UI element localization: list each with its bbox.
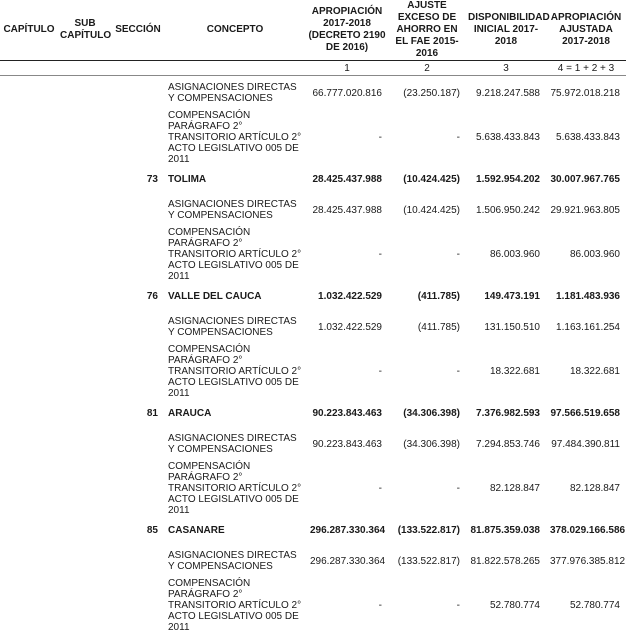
value-apropiacion: 90.223.843.463	[312, 438, 382, 450]
empty	[0, 544, 58, 578]
value-disponibilidad: 7.376.982.593	[476, 407, 540, 419]
section-row	[0, 165, 626, 193]
table-row	[0, 344, 626, 399]
empty	[58, 282, 112, 310]
value-ajuste: (411.785)	[417, 290, 460, 302]
value-ajustada: 18.322.681	[569, 366, 620, 377]
value-apropiacion: -	[378, 600, 382, 611]
section-code	[112, 310, 164, 344]
header-seccion: SECCIÓN	[115, 24, 161, 35]
value-ajustada: 1.163.161.254	[556, 321, 620, 333]
concept-cell: COMPENSACIÓN PARÁGRAFO 2° TRANSITORIO ARTÍCULO 2° ACTO LEGISLATIVO 005 DE 2011	[168, 344, 302, 399]
value-ajustada: 29.921.963.805	[550, 204, 620, 216]
value-disponibilidad: 86.003.960	[489, 249, 540, 260]
empty	[58, 193, 112, 227]
value-ajuste: -	[456, 600, 460, 611]
value-ajuste: -	[456, 132, 460, 143]
section-code	[112, 227, 164, 282]
value-apropiacion: 66.777.020.816	[312, 87, 382, 99]
section-row	[0, 516, 626, 544]
column-number: 4 = 1 + 2 + 3	[546, 61, 626, 76]
empty	[58, 344, 112, 399]
concept-cell: ASIGNACIONES DIRECTAS Y COMPENSACIONES	[168, 433, 297, 455]
header-concepto: CONCEPTO	[206, 24, 264, 35]
concept-cell: COMPENSACIÓN PARÁGRAFO 2° TRANSITORIO ARTÍCULO 2° ACTO LEGISLATIVO 005 DE 2011	[168, 110, 302, 165]
empty	[58, 544, 112, 578]
empty	[58, 427, 112, 461]
table-row	[0, 578, 626, 633]
value-ajuste: (23.250.187)	[403, 87, 460, 99]
value-ajuste: (10.424.425)	[403, 204, 460, 216]
value-disponibilidad: 1.592.954.202	[476, 173, 540, 185]
empty	[58, 516, 112, 544]
empty	[0, 344, 58, 399]
value-apropiacion: 28.425.437.988	[312, 173, 382, 185]
section-code: 81	[146, 407, 158, 419]
header-apropiacion: APROPIACIÓN 2017-2018 (DECRETO 2190 DE 2016)	[308, 6, 386, 53]
value-disponibilidad: 81.875.359.038	[470, 524, 540, 536]
section-row	[0, 282, 626, 310]
empty	[58, 165, 112, 193]
column-number: 3	[466, 61, 546, 76]
concept-cell: ASIGNACIONES DIRECTAS Y COMPENSACIONES	[168, 316, 297, 338]
column-number-row	[0, 61, 626, 76]
empty	[0, 461, 58, 516]
header-sub-capitulo: SUB CAPÍTULO	[60, 18, 112, 41]
header-capitulo: CAPÍTULO	[3, 24, 55, 35]
value-ajustada: 97.484.390.811	[551, 438, 620, 450]
empty	[58, 578, 112, 633]
empty	[58, 399, 112, 427]
concept-cell: COMPENSACIÓN PARÁGRAFO 2° TRANSITORIO ARTÍCULO 2° ACTO LEGISLATIVO 005 DE 2011	[168, 578, 302, 633]
table-row	[0, 193, 626, 227]
concept-cell: ASIGNACIONES DIRECTAS Y COMPENSACIONES	[168, 82, 297, 104]
value-ajustada: 86.003.960	[569, 249, 620, 260]
table-row	[0, 461, 626, 516]
value-ajuste: (133.522.817)	[397, 555, 460, 567]
section-code	[112, 544, 164, 578]
table-row	[0, 227, 626, 282]
section-code	[112, 461, 164, 516]
empty	[0, 165, 58, 193]
concept-cell: ASIGNACIONES DIRECTAS Y COMPENSACIONES	[168, 199, 297, 221]
empty	[58, 110, 112, 165]
empty	[58, 310, 112, 344]
value-ajuste: (34.306.398)	[403, 438, 460, 450]
value-disponibilidad: 1.506.950.242	[476, 204, 540, 216]
concept-cell: CASANARE	[168, 524, 225, 536]
empty	[0, 578, 58, 633]
table-row	[0, 76, 626, 111]
table-row	[0, 310, 626, 344]
value-disponibilidad: 9.218.247.588	[476, 87, 540, 99]
value-ajustada: 82.128.847	[569, 483, 620, 494]
value-ajuste: (10.424.425)	[403, 173, 460, 185]
value-ajuste: (34.306.398)	[403, 407, 460, 419]
empty	[0, 282, 58, 310]
concept-cell: VALLE DEL CAUCA	[168, 290, 262, 302]
table-row	[0, 544, 626, 578]
concept-cell: TOLIMA	[168, 173, 207, 185]
value-disponibilidad: 52.780.774	[489, 600, 540, 611]
section-code: 73	[146, 173, 158, 185]
value-ajuste: (411.785)	[417, 321, 460, 333]
value-ajustada: 75.972.018.218	[550, 87, 620, 99]
empty	[58, 461, 112, 516]
value-ajuste: (133.522.817)	[397, 524, 460, 536]
concept-cell: ARAUCA	[168, 407, 212, 419]
empty	[0, 310, 58, 344]
value-ajustada: 52.780.774	[569, 600, 620, 611]
value-disponibilidad: 149.473.191	[484, 290, 540, 302]
value-ajuste: -	[456, 483, 460, 494]
value-apropiacion: 90.223.843.463	[312, 407, 382, 419]
section-code	[112, 110, 164, 165]
empty	[0, 76, 58, 111]
header-ajustada: APROPIACIÓN AJUSTADA 2017-2018	[550, 12, 622, 47]
section-code	[112, 578, 164, 633]
section-code	[112, 344, 164, 399]
value-apropiacion: 296.287.330.364	[310, 524, 386, 536]
value-apropiacion: -	[378, 366, 382, 377]
empty	[58, 76, 112, 111]
value-ajustada: 5.638.433.843	[556, 132, 620, 143]
value-ajustada: 378.029.166.586	[550, 524, 626, 536]
value-ajustada: 30.007.967.765	[550, 173, 620, 185]
empty	[0, 399, 58, 427]
value-ajustada: 377.976.385.812	[550, 555, 626, 567]
section-code	[112, 193, 164, 227]
empty	[0, 110, 58, 165]
concept-cell: COMPENSACIÓN PARÁGRAFO 2° TRANSITORIO ARTÍCULO 2° ACTO LEGISLATIVO 005 DE 2011	[168, 227, 302, 282]
value-disponibilidad: 5.638.433.843	[476, 132, 540, 143]
empty	[0, 516, 58, 544]
value-ajuste: -	[456, 249, 460, 260]
empty	[58, 227, 112, 282]
value-disponibilidad: 7.294.853.746	[476, 438, 540, 450]
value-disponibilidad: 81.822.578.265	[470, 555, 540, 567]
empty	[0, 427, 58, 461]
value-ajuste: -	[456, 366, 460, 377]
header-disponibilidad: DISPONIBILIDAD INICIAL 2017-2018	[468, 12, 550, 47]
value-apropiacion: -	[378, 249, 382, 260]
column-number: 2	[388, 61, 466, 76]
value-disponibilidad: 82.128.847	[489, 483, 540, 494]
value-ajustada: 1.181.483.936	[556, 290, 620, 302]
value-apropiacion: 28.425.437.988	[312, 204, 382, 216]
value-disponibilidad: 131.150.510	[484, 321, 540, 333]
section-code: 76	[146, 290, 158, 302]
section-code	[112, 76, 164, 111]
value-disponibilidad: 18.322.681	[489, 366, 540, 377]
value-apropiacion: -	[378, 132, 382, 143]
table-row	[0, 427, 626, 461]
value-apropiacion: -	[378, 483, 382, 494]
concept-cell: ASIGNACIONES DIRECTAS Y COMPENSACIONES	[168, 550, 297, 572]
value-apropiacion: 1.032.422.529	[318, 290, 382, 302]
value-ajustada: 97.566.519.658	[550, 407, 620, 419]
empty	[0, 193, 58, 227]
section-row	[0, 399, 626, 427]
empty	[0, 227, 58, 282]
section-code: 85	[146, 524, 158, 536]
value-apropiacion: 296.287.330.364	[310, 555, 386, 567]
header-row	[0, 0, 626, 61]
value-apropiacion: 1.032.422.529	[318, 321, 382, 333]
table-row	[0, 110, 626, 165]
column-number: 1	[306, 61, 388, 76]
header-ajuste: AJUSTE EXCESO DE AHORRO EN EL FAE 2015-2016	[395, 0, 459, 59]
section-code	[112, 427, 164, 461]
concept-cell: COMPENSACIÓN PARÁGRAFO 2° TRANSITORIO ARTÍCULO 2° ACTO LEGISLATIVO 005 DE 2011	[168, 461, 302, 516]
